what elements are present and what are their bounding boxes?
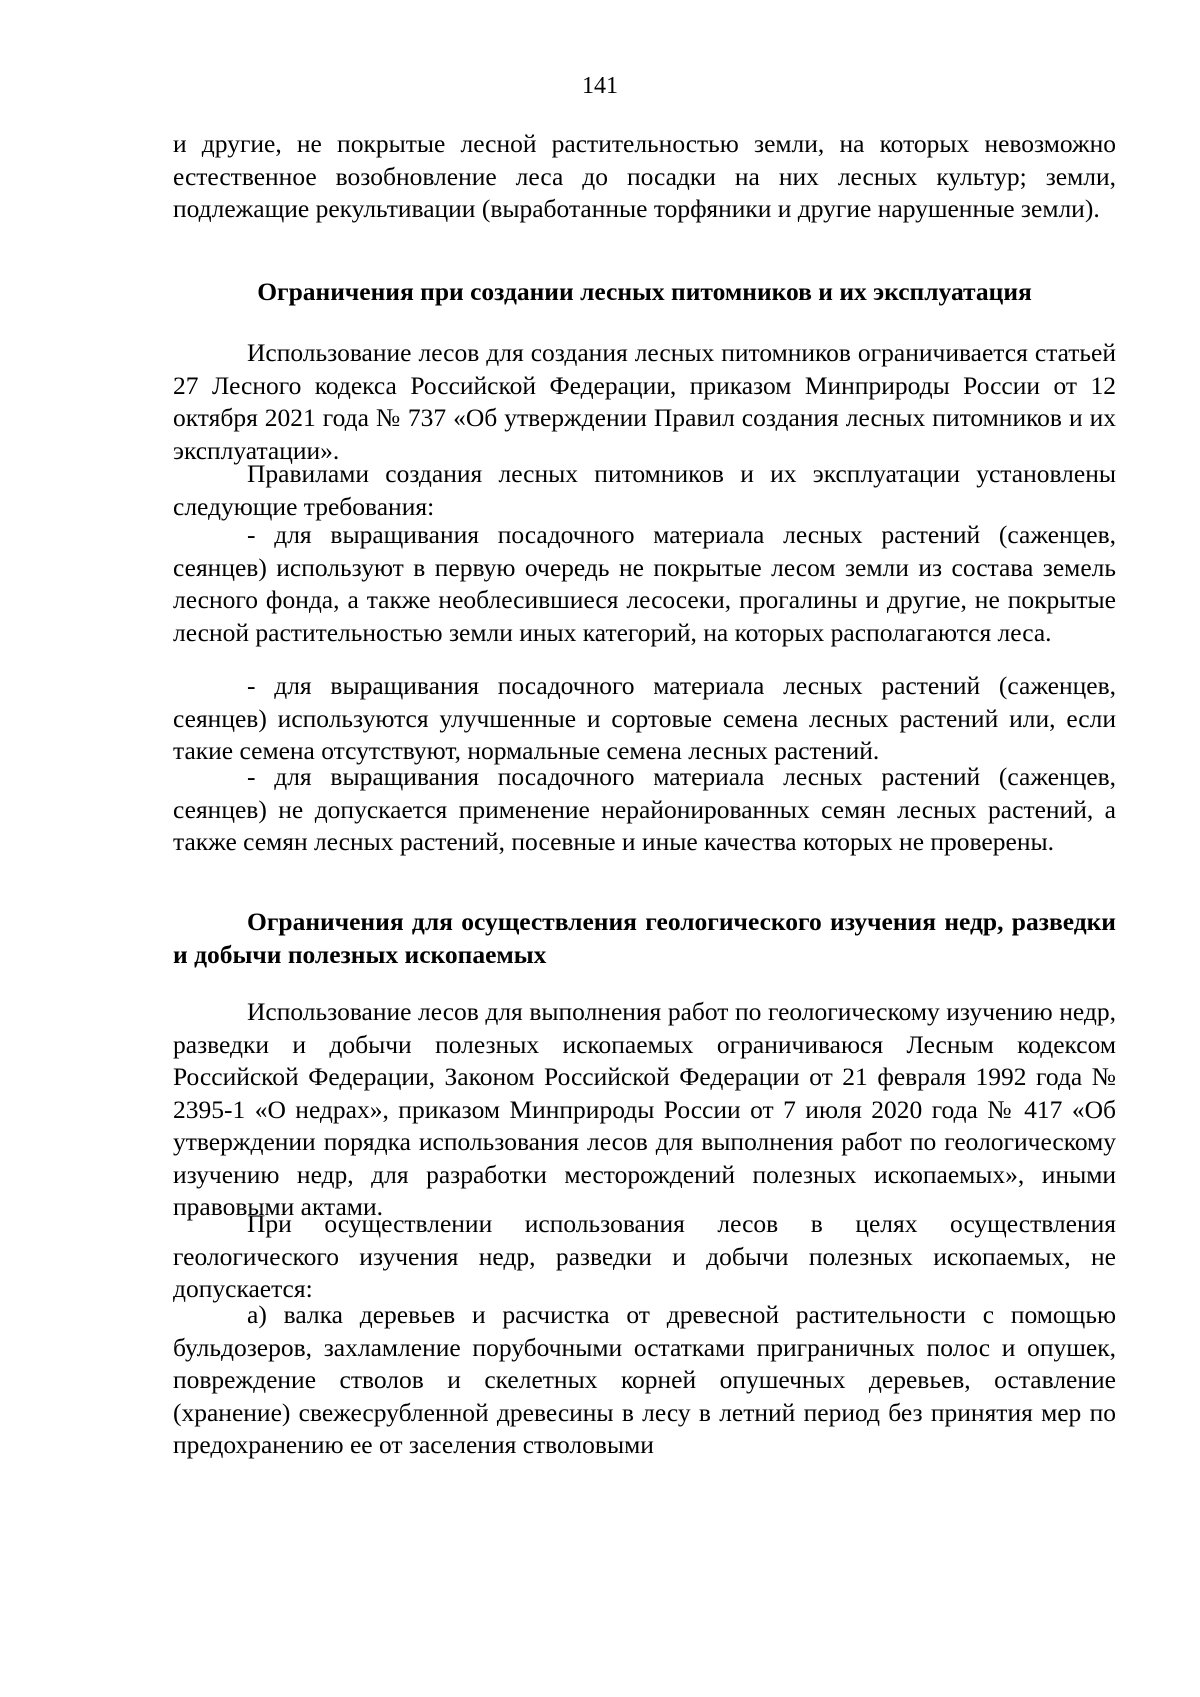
- section-heading-geology: Ограничения для осуществления геологического изучения недр, разведки и добычи полезных ископаемых: [173, 907, 1116, 969]
- list-item-requirement-1: - для выращивания посадочного материала лесных растений (саженцев, сеянцев) используют в первую очередь не покрытые лесом земли из состава земель лесного фонда, а также необлесившиеся лесосеки, прогалины и другие, не покрытые лесной растительностью земли иных категорий, на которых располагаются леса.: [173, 520, 1116, 647]
- section-heading-nurseries: Ограничения при создании лесных питомников и их эксплуатация: [257, 277, 1032, 306]
- list-item-requirement-2: - для выращивания посадочного материала лесных растений (саженцев, сеянцев) используются улучшенные и сортовые семена лесных растений или, если такие семена отсутствуют, нормальные семена лесных растений.: [173, 671, 1116, 765]
- list-item-requirement-3: - для выращивания посадочного материала лесных растений (саженцев, сеянцев) не допускается применение нерайонированных семян лесных растений, а также семян лесных растений, посевные и иные качества которых не проверены.: [173, 762, 1116, 856]
- paragraph-geology-legal-basis: Использование лесов для выполнения работ по геологическому изучению недр, разведки и добычи полезных ископаемых ограничиваюся Лесным кодексом Российской Федерации, Законом Российской Федерации от 21 февраля 1992 года № 2395-1 «О недрах», приказом Минприроды России от 7 июля 2020 года № 417 «Об утверждении порядка использования лесов для выполнения работ по геологическому изучению недр, для разработки месторождений полезных ископаемых», иными правовыми актами.: [173, 997, 1116, 1221]
- paragraph-intro: и другие, не покрытые лесной растительностью земли, на которых невозможно естественное возобновление леса до посадки на них лесных культур; земли, подлежащие рекультивации (выработанные торфяники и другие нарушенные земли).: [173, 129, 1116, 223]
- paragraph-nurseries-legal-basis: Использование лесов для создания лесных питомников ограничивается статьей 27 Лесного кодекса Российской Федерации, приказом Минприроды России от 12 октября 2021 года № 737 «Об утверждении Правил создания лесных питомников и их эксплуатации».: [173, 338, 1116, 465]
- page-number: 141: [582, 73, 618, 99]
- list-item-prohibition-a: а) валка деревьев и расчистка от древесной растительности с помощью бульдозеров, захламление порубочными остатками приграничных полос и опушек, повреждение стволов и скелетных корней опушечных деревьев, оставление (хранение) свежесрубленной древесины в лесу в летний период без принятия мер по предохранению ее от заселения стволовыми: [173, 1300, 1116, 1459]
- paragraph-nurseries-requirements: Правилами создания лесных питомников и их эксплуатации установлены следующие требования:: [173, 459, 1116, 521]
- paragraph-geology-prohibitions: При осуществлении использования лесов в целях осуществления геологического изучения недр, разведки и добычи полезных ископаемых, не допускается:: [173, 1209, 1116, 1303]
